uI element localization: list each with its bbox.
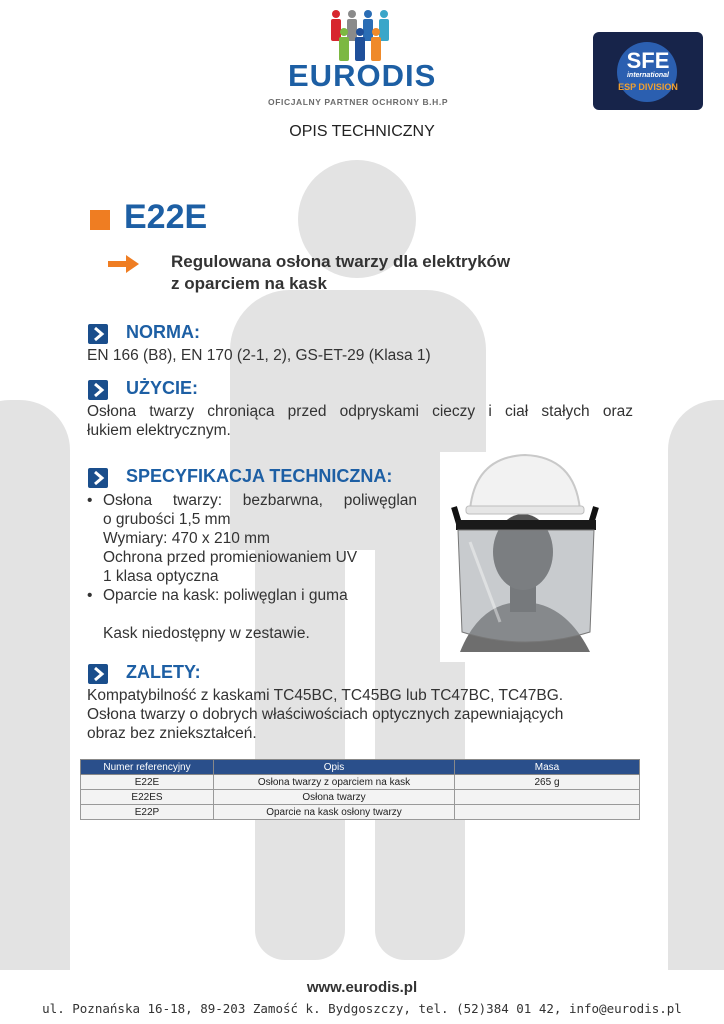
table-cell: Oparcie na kask osłony twarzy xyxy=(214,805,455,820)
table-cell: Osłona twarzy xyxy=(214,790,455,805)
spec-note: Kask niedostępny w zestawie. xyxy=(103,625,310,642)
product-code: E22E xyxy=(124,198,208,236)
bullet-icon: • xyxy=(87,587,93,604)
table-cell: Osłona twarzy z oparciem na kask xyxy=(214,775,455,790)
table-row xyxy=(81,790,640,805)
section-title-norma: NORMA: xyxy=(126,322,200,342)
spec-list: • Osłona twarzy: bezbarwna, poliwęglan o grubości 1,5 mm Wymiary: 470 x 210 mm Ochrona przed promieniowaniem UV 1 klasa optyczna • Oparcie na kask: poliwęglan i guma Kask niedostępny w zestawie. xyxy=(87,492,417,642)
table-cell: E22E xyxy=(81,775,214,790)
chevron-right-icon xyxy=(88,324,108,344)
section-title-uzycie: UŻYCIE: xyxy=(126,378,198,398)
title-marker-icon xyxy=(90,210,110,230)
table-cell xyxy=(455,790,640,805)
reference-table xyxy=(80,759,640,820)
footer-website-link[interactable]: www.eurodis.pl xyxy=(306,979,418,996)
table-cell: E22ES xyxy=(81,790,214,805)
product-subtitle: Regulowana osłona twarzy dla elektryków z oparciem na kask xyxy=(171,252,511,293)
table-row xyxy=(81,775,640,790)
section-title-specyfikacja: SPECYFIKACJA TECHNICZNA: xyxy=(126,466,393,486)
brand-name: EURODIS xyxy=(288,58,437,93)
bullet-icon: • xyxy=(87,492,93,509)
table-row xyxy=(81,805,640,820)
partner-logo-line1: international xyxy=(626,72,669,79)
helmet-face-shield-photo xyxy=(440,452,605,662)
table-cell xyxy=(455,805,640,820)
chevron-right-icon xyxy=(88,380,108,400)
partner-logo-main: SFE xyxy=(626,48,670,73)
table-cell: 265 g xyxy=(455,775,640,790)
table-header-row xyxy=(81,760,640,775)
document-type: OPIS TECHNICZNY xyxy=(289,123,435,140)
chevron-right-icon xyxy=(88,664,108,684)
list-item: • Oparcie na kask: poliwęglan i guma xyxy=(87,587,348,604)
table-cell: E22P xyxy=(81,805,214,820)
column-header: Opis xyxy=(214,760,455,775)
partner-logo-line2: ESP DIVISION xyxy=(618,82,678,92)
uzycie-text: Osłona twarzy chroniąca przed odpryskami cieczy i ciał stałych oraz łukiem elektrycznym. xyxy=(87,403,633,439)
brand-tagline: OFICJALNY PARTNER OCHRONY B.H.P xyxy=(268,97,449,107)
arrow-right-icon xyxy=(106,252,142,276)
column-header: Masa xyxy=(455,760,640,775)
list-item: • Osłona twarzy: bezbarwna, poliwęglan xyxy=(87,492,417,509)
section-title-zalety: ZALETY: xyxy=(126,662,201,682)
partner-logo xyxy=(593,32,703,110)
norma-text: EN 166 (B8), EN 170 (2-1, 2), GS-ET-29 (Klasa 1) xyxy=(87,347,431,364)
zalety-text: Kompatybilność z kaskami TC45BC, TC45BG lub TC47BC, TC47BG. Osłona twarzy o dobrych właściwościach optycznych zapewniających obraz bez zniekształceń. xyxy=(87,687,564,742)
column-header: Numer referencyjny xyxy=(81,760,214,775)
footer-address: ul. Poznańska 16-18, 89-203 Zamość k. Bydgoszczy, tel. (52)384 01 42, info@eurodis.pl xyxy=(42,1001,682,1016)
chevron-right-icon xyxy=(88,468,108,488)
